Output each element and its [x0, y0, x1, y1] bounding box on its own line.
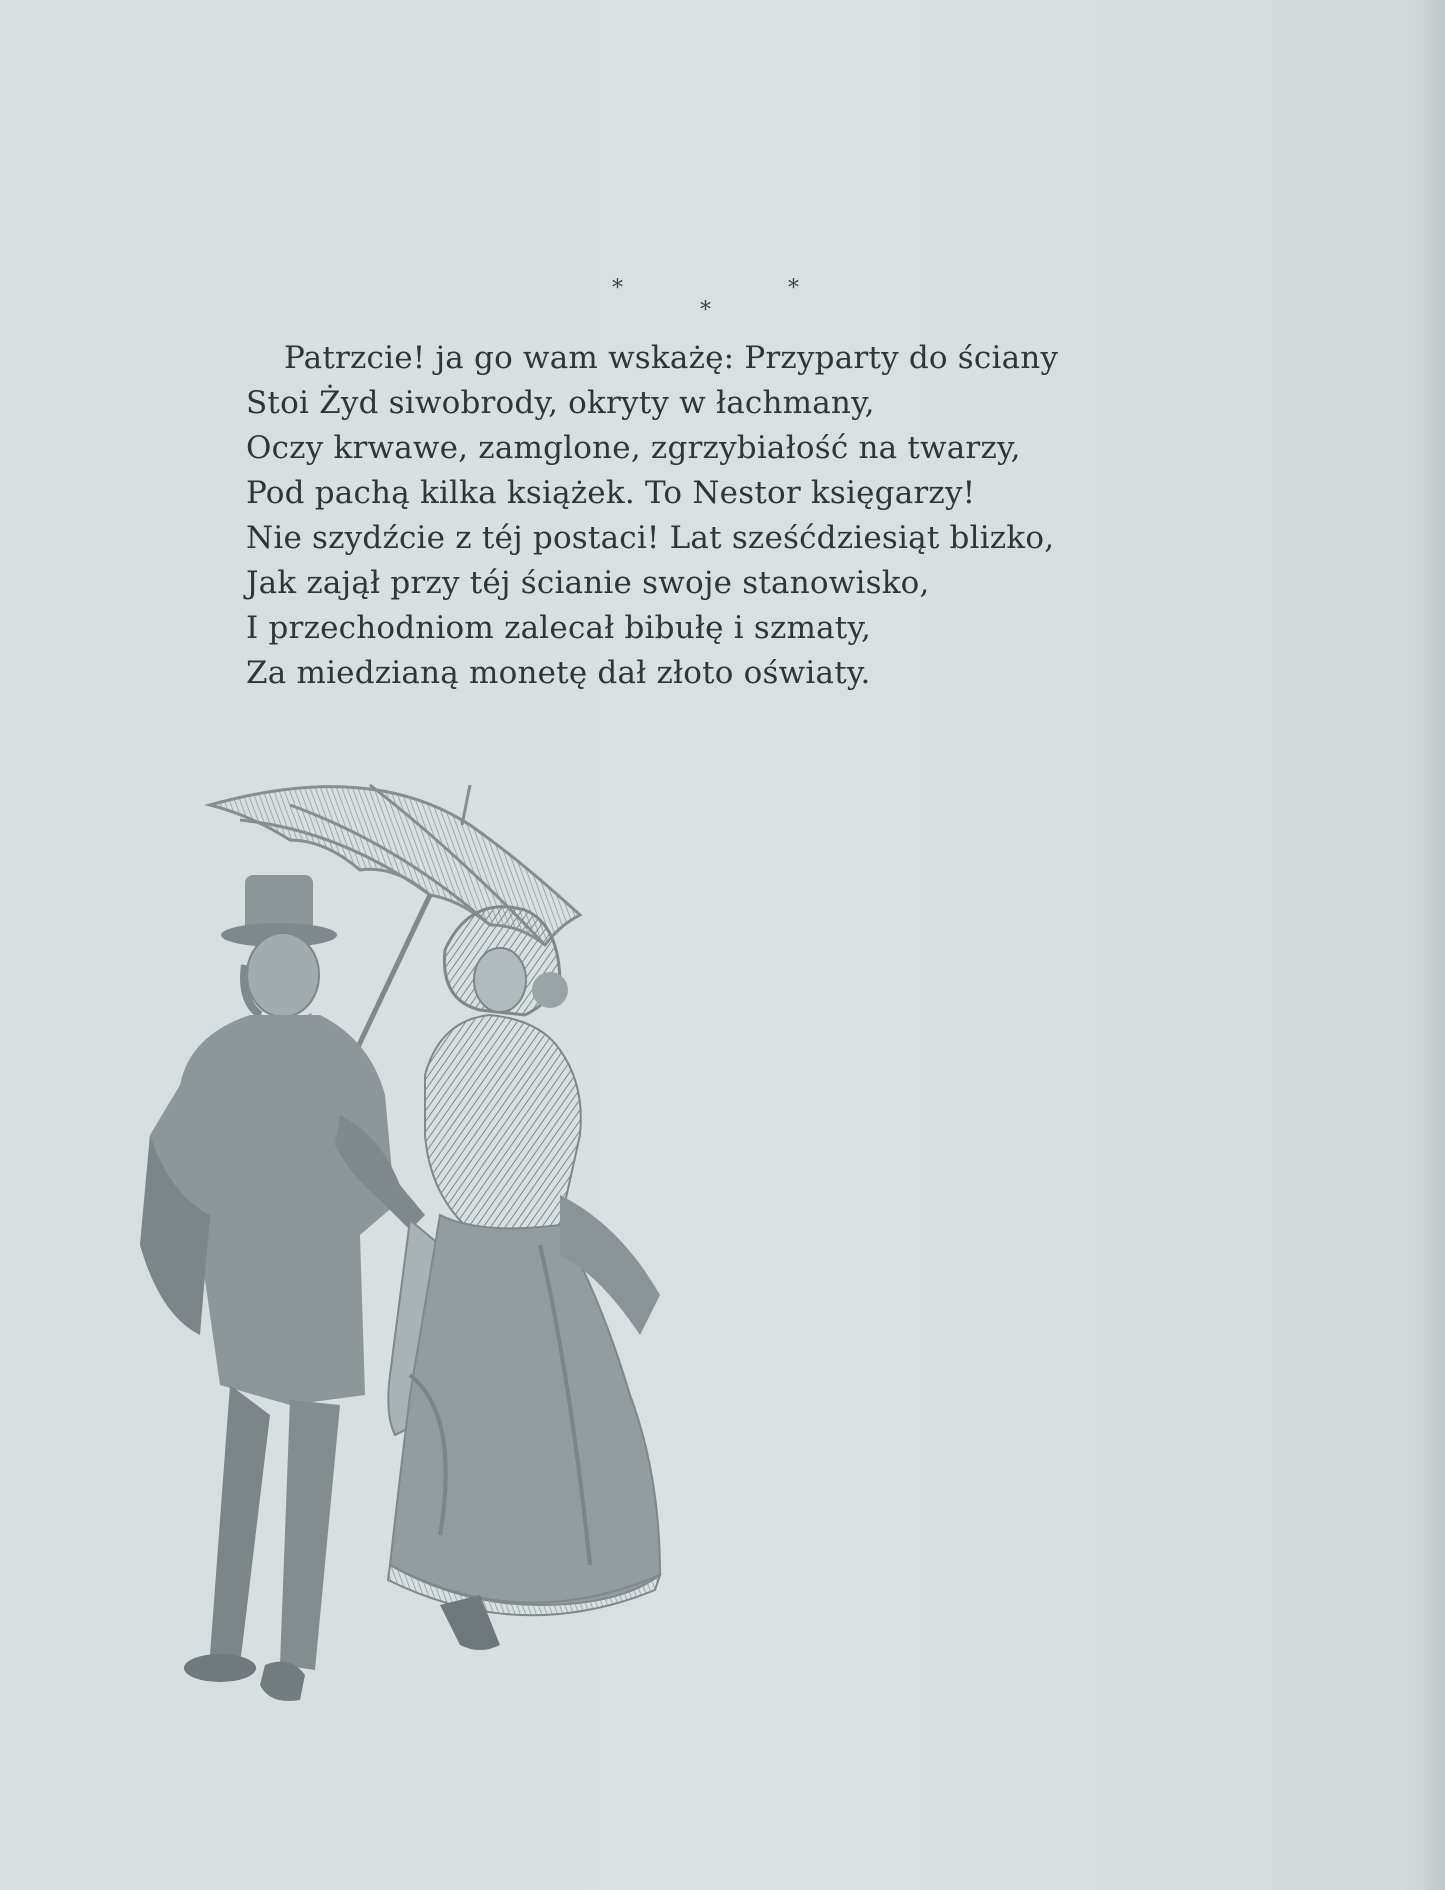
asterisk: * — [788, 276, 799, 301]
poem-line: Za miedzianą monetę dał złoto oświaty. — [246, 655, 871, 691]
poem-line: I przechodniom zalecał bibułę i szmaty, — [246, 610, 872, 646]
poem-line: Nie szydźcie z téj postaci! Lat sześćdziesiąt blizko, — [246, 520, 1055, 556]
engraving-couple-with-umbrella-icon — [140, 775, 740, 1765]
woman-figure — [388, 907, 660, 1650]
poem-stanza — [246, 336, 1246, 696]
poem-line: Jak zajął przy téj ścianie swoje stanowisko, — [246, 565, 930, 601]
asterisk: * — [612, 276, 623, 301]
poem-line: Pod pachą kilka książek. To Nestor księgarzy! — [246, 475, 976, 511]
asterisk: * — [700, 298, 711, 323]
poem-line: Oczy krwawe, zamglone, zgrzybiałość na twarzy, — [246, 430, 1021, 466]
page-edge-shadow — [1423, 0, 1445, 1890]
poem-line: Patrzcie! ja go wam wskażę: Przyparty do ściany — [284, 340, 1059, 376]
asterism-ornament — [600, 272, 820, 322]
poem-line: Stoi Żyd siwobrody, okryty w łachmany, — [246, 385, 875, 421]
